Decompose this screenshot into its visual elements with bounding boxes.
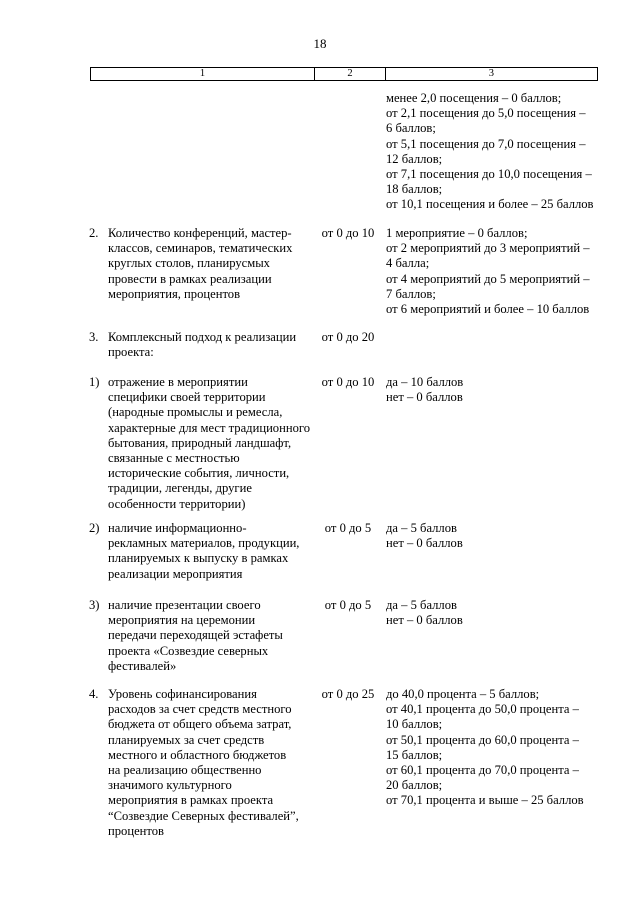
scoring-line: от 4 мероприятий до 5 мероприятий – (386, 271, 590, 286)
column-header-table (90, 67, 598, 81)
scoring-line: 4 балла; (386, 256, 430, 271)
description-line: связанные с местностью (108, 451, 240, 466)
scoring-line: нет – 0 баллов (386, 613, 463, 628)
scoring-line: да – 5 баллов (386, 521, 457, 535)
description-line: специфики своей территории (108, 390, 266, 405)
column-header-1: 1 (91, 68, 315, 81)
description-line: провести в рамках реализации (108, 271, 272, 286)
scoring-line: от 6 мероприятий и более – 10 баллов (386, 302, 590, 317)
row-description (108, 226, 313, 302)
row-number: 2. (89, 226, 99, 240)
row-number: 3. (89, 330, 99, 344)
description-line: мероприятия на церемонии (108, 613, 256, 628)
row-number: 4. (89, 687, 99, 701)
description-line: реализации мероприятия (108, 566, 243, 581)
description-line: отражение в мероприятии (108, 375, 248, 389)
scoring-line: от 40,1 процента до 50,0 процента – (386, 702, 579, 717)
description-line: проекта: (108, 345, 154, 360)
description-line: Количество конференций, мастер- (108, 226, 292, 240)
scoring-line: от 2 мероприятий до 3 мероприятий – (386, 241, 590, 256)
scoring-line: 15 баллов; (386, 747, 443, 762)
description-line: мероприятия в рамках проекта (108, 793, 274, 808)
description-line: проекта «Созвездие северных (108, 643, 269, 658)
description-line: процентов (108, 823, 164, 838)
scoring-line: нет – 0 баллов (386, 390, 463, 405)
row-description (108, 598, 313, 674)
description-line: характерные для мест традиционного (108, 420, 311, 435)
score-range: от 0 до 5 (324, 598, 372, 612)
scoring-line: 10 баллов; (386, 717, 443, 732)
scoring-line: до 40,0 процента – 5 баллов; (386, 687, 540, 701)
description-line: бюджета от общего объема затрат, (108, 717, 292, 732)
description-line: планируемых к выпуску в рамках (108, 551, 289, 566)
scoring-line: 7 баллов; (386, 286, 436, 301)
scoring-line: от 7,1 посещения до 10,0 посещения – (386, 167, 592, 182)
row-description (108, 375, 313, 512)
scoring-rule (386, 375, 602, 405)
scoring-line: да – 10 баллов (386, 375, 464, 389)
scoring-line: менее 2,0 посещения – 0 баллов; (386, 91, 562, 105)
description-line: расходов за счет средств местного (108, 702, 292, 717)
scoring-rule (386, 687, 602, 809)
scoring-rule (386, 521, 602, 551)
scoring-line: от 10,1 посещения и более – 25 баллов (386, 197, 594, 212)
description-line: Уровень софинансирования (108, 687, 257, 701)
description-line: значимого культурного (108, 778, 232, 793)
scoring-rule (386, 598, 602, 628)
score-range: от 0 до 10 (321, 226, 375, 240)
column-header-3: 3 (385, 68, 597, 81)
scoring-line: 1 мероприятие – 0 баллов; (386, 226, 528, 240)
score-range: от 0 до 20 (321, 330, 375, 344)
description-line: особенности территории) (108, 496, 246, 511)
scoring-line: 12 баллов; (386, 151, 443, 166)
description-line: “Созвездие Северных фестивалей”, (108, 808, 299, 823)
scoring-rule (386, 91, 602, 213)
score-range: от 0 до 10 (321, 375, 375, 389)
description-line: круглых столов, планирусмых (108, 256, 270, 271)
row-number: 1) (89, 375, 100, 389)
description-line: передачи переходящей эстафеты (108, 628, 283, 643)
description-line: бытования, природный ландшафт, (108, 435, 292, 450)
description-line: мероприятия, процентов (108, 286, 241, 301)
scoring-line: от 60,1 процента до 70,0 процента – (386, 763, 579, 778)
description-line: наличие презентации своего (108, 598, 261, 612)
page-number: 18 (313, 36, 327, 51)
scoring-line: от 50,1 процента до 60,0 процента – (386, 732, 579, 747)
description-line: наличие информационно- (108, 521, 247, 535)
score-range: от 0 до 25 (321, 687, 375, 701)
scoring-line: 6 баллов; (386, 121, 436, 136)
row-description (108, 330, 313, 360)
scoring-line: 18 баллов; (386, 182, 443, 197)
description-line: классов, семинаров, тематических (108, 241, 293, 256)
row-description (108, 521, 313, 582)
description-line: Комплексный подход к реализации (108, 330, 297, 344)
row-number: 3) (89, 598, 100, 612)
description-line: рекламных материалов, продукции, (108, 536, 300, 551)
description-line: (народные промыслы и ремесла, (108, 405, 283, 420)
scoring-rule (386, 226, 602, 317)
row-description (108, 687, 313, 839)
description-line: местного и областного бюджетов (108, 747, 287, 762)
description-line: традиции, легенды, другие (108, 481, 252, 496)
description-line: исторические события, личности, (108, 466, 290, 481)
scoring-line: нет – 0 баллов (386, 536, 463, 551)
description-line: планируемых за счет средств (108, 732, 265, 747)
column-header-2: 2 (315, 68, 386, 81)
scoring-line: от 2,1 посещения до 5,0 посещения – (386, 106, 586, 121)
score-range: от 0 до 5 (324, 521, 372, 535)
description-line: фестивалей» (108, 658, 177, 673)
row-number: 2) (89, 521, 100, 535)
scoring-line: от 5,1 посещения до 7,0 посещения – (386, 136, 586, 151)
description-line: на реализацию общественно (108, 763, 262, 778)
scoring-line: да – 5 баллов (386, 598, 457, 612)
scoring-line: от 70,1 процента и выше – 25 баллов (386, 793, 584, 808)
scoring-line: 20 баллов; (386, 778, 443, 793)
